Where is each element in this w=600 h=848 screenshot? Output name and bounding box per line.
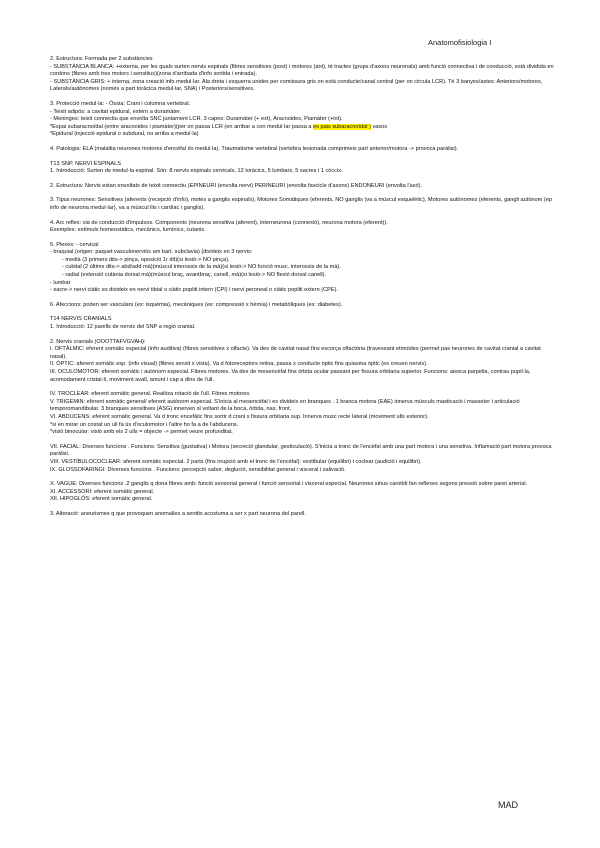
text-line: [50, 109, 555, 117]
line-text: 2. Nervis cranials (OOOTTAFVGVAH):: [50, 338, 146, 345]
text-line: [50, 324, 555, 332]
line-text: - radial (extensió cutània dorsal mà)(múscul braç, avantbraç, canell, mà)(si lesió-> NO flexió dorsal canell).: [62, 272, 327, 279]
line-text: T13 SNP. NERVI ESPINALS: [50, 160, 121, 167]
text-line: [50, 264, 555, 272]
line-text: 3. Protecció medul·la: - Òssia: Crani i columna vertebral.: [50, 100, 191, 107]
text-block: [50, 197, 555, 212]
line-text: - Teixit adipós: a cavitat epidural, extern a duramàter.: [50, 108, 182, 115]
line-text: - Meninges: teixit connectiu que envolta SNC juntament LCR. 3 capes: Duramàter (+ ext), Aracnoides, Piamàter (+int).: [50, 116, 343, 123]
text-line: [50, 197, 555, 212]
text-line: [50, 399, 555, 414]
page-header: Anatomofisiologia I: [428, 38, 492, 47]
text-block: [50, 302, 555, 310]
line-text: 3. Alteració: aneurismes q que provoquen anomalies a sentits acostuma a ser x part neurona del parell.: [50, 510, 306, 517]
line-text: XII. HIPOGLÒS: eferent somàtic general.: [50, 496, 153, 503]
text-block: [50, 242, 555, 295]
text-line: [50, 183, 555, 191]
line-text: 4. Patologia: ELA (malaltia neurones motores d'encèfal i/o medul·la). Traumatisme vertebral (vertebra lesionada comprimeix part anterior/motora -> provoca paràlisi).: [50, 145, 459, 152]
text-line: [50, 227, 555, 235]
line-text: - braquial (origen: paquet vasculonerviós am bart. subclavia) (divideix en 3 nervis:: [50, 249, 253, 256]
line-text: Exemples: estímuls homeostàtics, mecànics, lumínics, cutanis.: [50, 227, 206, 234]
line-text: IV. TROCLEAR: eferent somàtic general. Realitza rotació de l'ull. Fibres motores.: [50, 391, 251, 398]
text-block: [50, 220, 555, 235]
text-line: [50, 444, 555, 459]
text-line: [50, 391, 555, 399]
text-line: [50, 496, 555, 504]
page-footer: MAD: [498, 800, 518, 810]
text-block: [50, 183, 555, 191]
line-text: VIII. VESTÍBULOCOCLEAR: aferent somàtic especial. 2 parts (fins irrupció amb el tronc de l'encèfal): vestibular (equilibri) i coclear (audició i equilibri).: [50, 458, 422, 465]
text-line: [50, 116, 555, 124]
text-line: [50, 302, 555, 310]
line-text: VII. FACIAL: Diverses funcions . Funcions: Sensitiva (gustativa) i Motora (secreció glandular, gesticulació). S'inicia a tronc de l'encèfal amb una part motora i una sensitiva. Inflamació part motora provoca paràlisi.: [50, 443, 552, 458]
text-line: [50, 249, 555, 257]
line-text: 2. Estructura: Nervis estan envoltats de teixit connectiu (EPINEURI (envolta nervi) PERINEURI (envolta fascicle d'axons) ENDONEURI (envolta l'axó).: [50, 182, 423, 189]
text-line: [50, 101, 555, 109]
highlighted-text: es pais subaracnoïdal ): [313, 123, 371, 130]
line-text: 6. Afeccions: poden ser vasculars (ex: isquèmia), mecàniques (ex: compressió x hèrnia) i metabòliques (ex: diabetes).: [50, 301, 343, 308]
line-text: 2. Estructura: Formada per 2 substàncies: [50, 56, 153, 62]
line-text: III. OCULOMOTOR: eferent somàtic i autònom especial. Fibres motores. Va des de mesencèfal fins òrbita ocular passant per fissura orbitaria superior. Funcions: aixeca parpella, contrau pupil·la, acomodament cristal·lí, moviment avall, amunt i cap a dins de l'ull.: [50, 369, 531, 383]
line-text: - sacre-> nervi ciàtic es divideix en nervi tibial o ciàtic popliti intern (CPI) i nervi peroneal o ciàtic popliti extern (CPE).: [50, 287, 339, 294]
text-block: [50, 101, 555, 139]
line-text: *visió binocular: visió amb els 2 ulls = objecte -> permet veure profunditat.: [50, 429, 233, 436]
text-block: [50, 444, 555, 474]
text-line: [50, 346, 555, 361]
text-line: [50, 168, 555, 176]
text-line: [50, 56, 555, 64]
line-text: 1. Introducció: Surten de medul·la espinal. Són: 8 nervis espinals cervicals, 12 toràcics, 5 lumbars, 5 sacres i 1 còccix.: [50, 168, 343, 175]
text-line: [50, 467, 555, 475]
text-block: [50, 316, 555, 331]
line-text: - cubital (2 últims dits-> abd/add mà)(múscul interossis de la mà)(si lesió-> NO funció musc. interossis de la mà).: [62, 264, 341, 271]
line-text: 4. Arc reflex: via de conducció d'impulsos. Components (neurona sensitiva (aferent), interneurona (connexió), neurona motora (eferent)).: [50, 219, 388, 226]
line-text: 3. Tipus neurones: Sensitives (aferents (recepció d'info), motes a ganglis espinals), Motores Somàtiques (eferents, NO ganglis (va a múscul esquelètic), Motores autònomes (eferents, gangli autònom (ep info de neurona medul·lar), va a múscul llis i cardíac i ganglis).: [50, 197, 552, 211]
text-block: [50, 56, 555, 94]
text-line: [50, 422, 555, 430]
line-text: IX. GLOSSOFARINGI: Diverses funcions . Funcions: percepció sabor, deglució, sensibilitat general i visceral i salivació.: [50, 466, 346, 473]
text-line: [50, 414, 555, 422]
text-block: [50, 146, 555, 154]
text-line: [50, 459, 555, 467]
line-text: T14 NERVIS CRANIALS: [50, 316, 112, 323]
line-text: V. TRIGEMIN: eferent somàtic general/ eferent autònom especial. S'inicia al mesencèfal i es divideix en branques . 1 branca motora (EAE) innerva músculs masticació i masseter i articulació temporomandibular. 3 branques sensitives (ASG) innerven sl voltant de la boca, òrbita, nas, front.: [50, 398, 520, 413]
line-text: - medià (3 primers dits-> pinça, oposició 1r dit)(si lesió-> NO pinça).: [62, 256, 230, 263]
line-text: II. ÒPTIC: aferent somàtic esp. (info visual) (fibres sensit x vista). Va d fotoreceptors retina, passa x conducte òptic fins quiasma òptic (es creuen nervis).: [50, 361, 428, 368]
text-line: [50, 242, 555, 250]
text-block: [50, 481, 555, 504]
text-line: [50, 161, 555, 169]
text-line: [50, 287, 555, 295]
line-text: *Espai subaracnoïdal (entre aracnoides i piamàter)(per on passa LCR (en arribar a con medul·lar passa a: [50, 123, 314, 130]
text-block: [50, 391, 555, 437]
line-text-tail: vasos: [370, 123, 388, 130]
line-text: 5. Plexes: - cervical: [50, 241, 99, 248]
line-text: - SUBSTÀNCIA BLANCA: +externa, per les quals surten nervis espinals (fibres sensitives (post) i motores (ant), té tractes (grups d'axons neuronals) amb funció connectiva i de conducció, està dividida en cordons (fibres amb tres motors i sensitius)(zona d'arribada d'info sortida i entrada).: [50, 63, 554, 78]
text-line: [50, 280, 555, 288]
line-text: - lumbar: [50, 279, 71, 286]
text-line: [50, 220, 555, 228]
text-line: [50, 481, 555, 489]
line-text: *Epidural (injecció epidural o subdural, no arriba a medul·la): [50, 131, 199, 138]
text-line: [50, 146, 555, 154]
text-line: [50, 79, 555, 94]
line-text: I. OFTÀLMIC: eferent somàtic especial (info auditiva) (fibres sensitives x olfacte). Va des de cavitat nasal fins escorça olfactòria (travessant etmoides (permet pas neurones de cavitat cranial a cavitat nasal).: [50, 346, 541, 360]
text-line: [50, 272, 555, 280]
text-line: [50, 64, 555, 79]
text-line: [50, 257, 555, 265]
text-line: [50, 131, 555, 139]
text-line: [50, 429, 555, 437]
text-block: [50, 511, 555, 519]
text-line: [50, 316, 555, 324]
text-line: [50, 369, 555, 384]
text-line: [50, 361, 555, 369]
document-body: [50, 56, 555, 526]
text-block: [50, 161, 555, 176]
text-block: [50, 339, 555, 385]
line-text: X. VAGUE: Diverses funcions .2 ganglis q dona fibres amb: funció sensorial general i funció sensorial i visceral especial. Neurones sinus carotidi fan reflexes segons pressió sobre paret arterial.: [50, 481, 528, 488]
text-line: [50, 124, 555, 132]
line-text: XI. ACCESSORI: eferent somàtic general.: [50, 488, 155, 495]
line-text: 1. Introducció: 12 parells de nervis del SNP a regió cranial.: [50, 324, 196, 331]
text-line: [50, 511, 555, 519]
line-text: VI. ABDUCENS: eferent somàtic general. Va d tronc encefàlic fins sortir d crani x fissura orbitaria sup. Innerva musc recte lateral (moviment ulls exterior).: [50, 413, 429, 420]
line-text: - SUBSTÀNCIA GRIS: + interna, zona creació info medul·lar. Ala dreta i esquerra unides per comissura gris on està conducte/canal central (per on circula LCR). Té 3 banyes/astes: Anteriors/motores, Laterals/autònomes (només a part toràcica medul·lar, SNA) i Posteriors/sensitives.: [50, 78, 543, 93]
line-text: *si en mirar un costat un ull fa ús d'oculomotor i l'altre ho fa a de l'abducens.: [50, 421, 239, 428]
